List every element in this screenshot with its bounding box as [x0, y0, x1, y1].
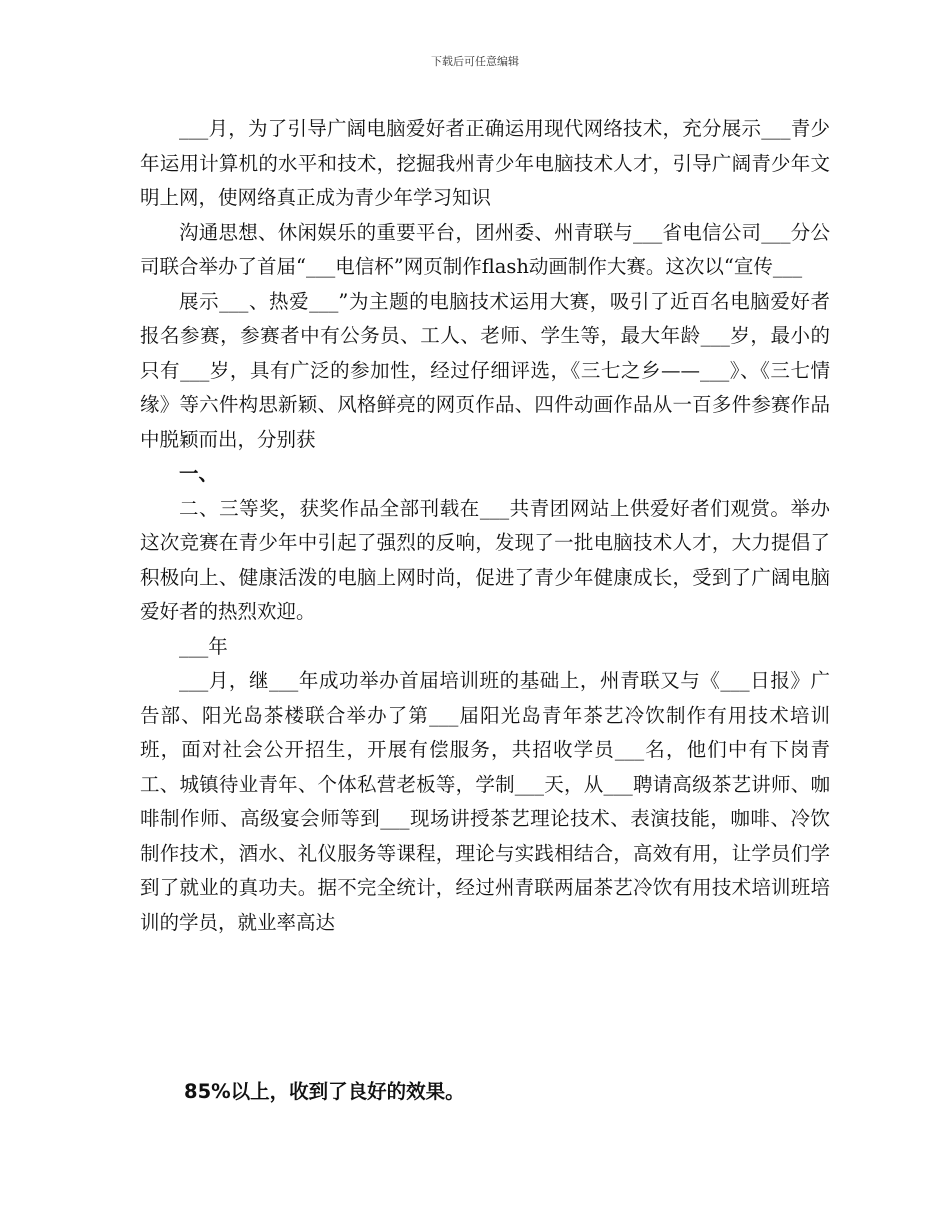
paragraph-year: ___年 — [179, 634, 228, 658]
page-header: 下载后可任意编辑 — [431, 55, 519, 68]
paragraph-contest-results: 展示___、热爱___”为主题的电脑技术运用大赛，吸引了近百名电脑爱好者报名参赛，参赛者中有公务员、工人、老师、学生等，最大年龄___岁，最小的只有___岁，具有广泛的参加性，经过仔细评选，《三七之乡——___》、《三七情缘》等六件构思新颖、风格鲜亮的网页作品、四件动画作品从一百多件参赛作品中脱颖而出，分别获 — [140, 289, 830, 451]
paragraph-closing: 85%以上，收到了良好的效果。 — [184, 1080, 465, 1103]
paragraph-first-prize: 一、 — [179, 462, 219, 485]
paragraph-contest-intro: ___月，为了引导广阔电脑爱好者正确运用现代网络技术，充分展示___青少年运用计算机的水平和技术，挖掘我州青少年电脑技术人才，引导广阔青少年文明上网，使网络真正成为青少年学习知识 — [140, 117, 830, 209]
document-body — [140, 112, 830, 940]
paragraph-training: ___月，继___年成功举办首届培训班的基础上，州青联又与《___日报》广告部、阳光岛茶楼联合举办了第___届阳光岛青年茶艺冷饮制作有用技术培训班，面对社会公开招生，开展有偿服务，共招收学员___名，他们中有下岗青工、城镇待业青年、个体私营老板等，学制___天，从___聘请高级茶艺讲师、咖啡制作师、高级宴会师等到___现场讲授茶艺理论技术、表演技能，咖啡、冷饮制作技术，酒水、礼仪服务等课程，理论与实践相结合，高效有用，让学员们学到了就业的真功夫。据不完全统计，经过州青联两届茶艺冷饮有用技术培训班培训的学员，就业率高达 — [140, 669, 830, 934]
paragraph-prizes: 二、三等奖，获奖作品全部刊载在___共青团网站上供爱好者们观赏。举办这次竞赛在青少年中引起了强烈的反响，发现了一批电脑技术人才，大力提倡了积极向上、健康活泼的电脑上网时尚，促进了青少年健康成长，受到了广阔电脑爱好者的热烈欢迎。 — [140, 496, 830, 623]
paragraph-contest-organizers: 沟通思想、休闲娱乐的重要平台，团州委、州青联与___省电信公司___分公司联合举办了首届“___电信杯”网页制作flash动画制作大赛。这次以“宣传___ — [140, 220, 830, 278]
